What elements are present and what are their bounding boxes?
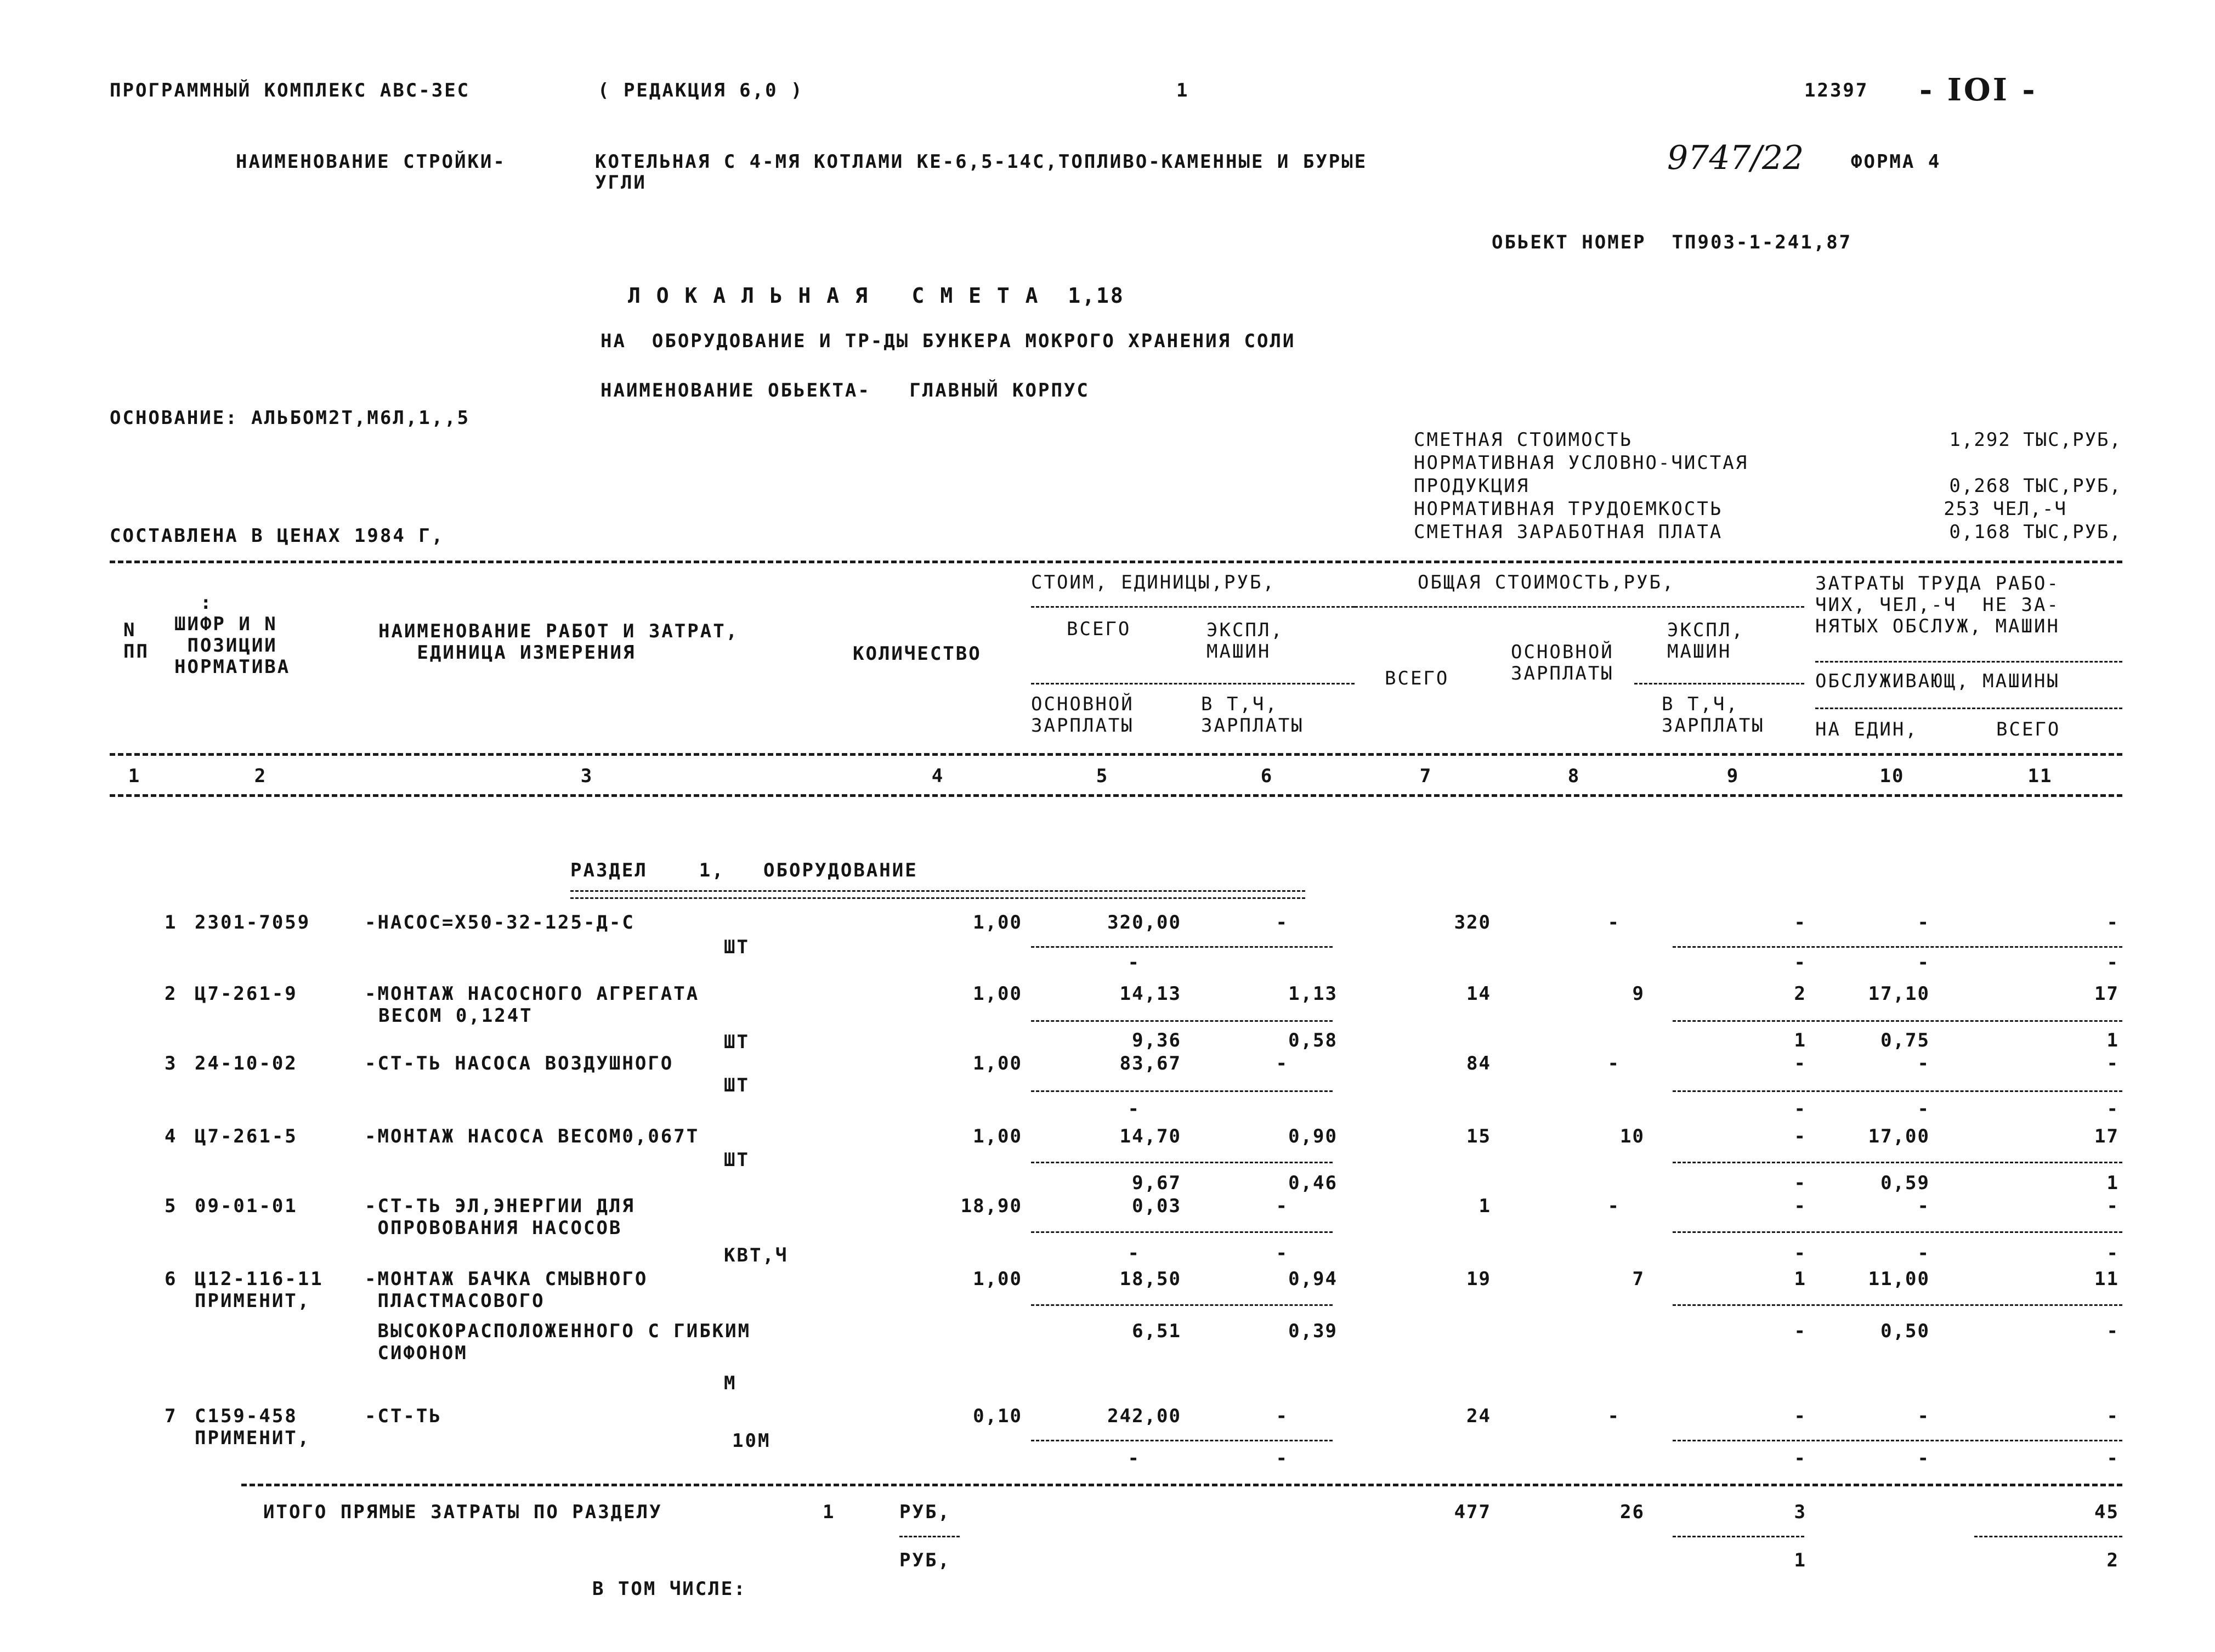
row-name: -НАСОС=Х50-32-125-Д-С	[365, 912, 635, 934]
col-header-total-vt: В Т,Ч, ЗАРПЛАТЫ	[1662, 693, 1765, 737]
col-number: 1	[128, 765, 141, 787]
row-unit-osn: -	[1128, 1242, 1140, 1264]
row-code: Ц7-261-9	[195, 983, 298, 1005]
col-number: 10	[1879, 765, 1905, 787]
row-total-osn: -	[1607, 1053, 1620, 1074]
summary-label: НОРМАТИВНАЯ УСЛОВНО-ЧИСТАЯ	[1414, 452, 1749, 474]
totals-underline	[1974, 1536, 2122, 1537]
row-code: 2301-7059	[195, 912, 311, 934]
row-total-vsego: 1	[1478, 1195, 1491, 1217]
row-number: 4	[165, 1125, 178, 1147]
row-name: -СТ-ТЬ	[365, 1405, 442, 1427]
row-name: -МОНТАЖ НАСОСА ВЕСОМ0,067Т	[365, 1125, 700, 1147]
row-name-line2: ВЕСОМ 0,124Т	[378, 1005, 533, 1027]
row-code: С159-458	[195, 1405, 298, 1427]
row-labor-unit-b: 0,59	[1880, 1172, 1930, 1194]
row-underline	[1673, 1162, 2122, 1163]
row-unit-vsego: 14,13	[1119, 983, 1181, 1005]
prices-year: СОСТАВЛЕНА В ЦЕНАХ 1984 Г,	[110, 525, 445, 547]
row-labor-total-b: -	[2106, 1447, 2119, 1469]
summary-label: СМЕТНАЯ СТОИМОСТЬ	[1414, 429, 1633, 451]
row-labor-unit-b: -	[1917, 1447, 1930, 1469]
row-underline	[1673, 1090, 2122, 1092]
row-underline	[1673, 1304, 2122, 1306]
row-unit-vt: 0,46	[1288, 1172, 1338, 1194]
col-number: 4	[931, 765, 944, 787]
row-total-ekspl: -	[1794, 1405, 1806, 1427]
row-code: 09-01-01	[195, 1195, 298, 1217]
col-number: 2	[254, 765, 267, 787]
row-unit-ekspl: 1,13	[1288, 983, 1338, 1005]
row-total-ekspl: -	[1794, 1053, 1806, 1074]
row-code-line2: ПРИМЕНИТ,	[195, 1290, 311, 1312]
row-qty: 18,90	[960, 1195, 1022, 1217]
row-name: -МОНТАЖ НАСОСНОГО АГРЕГАТА	[365, 983, 700, 1005]
row-total-ekspl: 1	[1794, 1268, 1806, 1290]
row-unit-ekspl: 0,90	[1288, 1125, 1338, 1147]
header-rule	[1031, 606, 1355, 608]
column-numbers-rule	[110, 794, 2122, 797]
row-qty: 0,10	[973, 1405, 1022, 1427]
stroika-line1: КОТЕЛЬНАЯ С 4-МЯ КОТЛАМИ КЕ-6,5-14С,ТОПЛИВО-КАМЕННЫЕ И БУРЫЕ	[595, 151, 1368, 173]
col-header-labor-sub: ОБСЛУЖИВАЮЩ, МАШИНЫ	[1815, 670, 2060, 692]
row-labor-total-b: -	[2106, 1320, 2119, 1342]
col-header-name: НАИМЕНОВАНИЕ РАБОТ И ЗАТРАТ, ЕДИНИЦА ИЗМЕРЕНИЯ	[378, 620, 739, 664]
table-top-rule	[110, 561, 2122, 563]
section-title: РАЗДЕЛ 1, ОБОРУДОВАНИЕ	[570, 859, 918, 881]
col-number: 7	[1419, 765, 1432, 787]
row-total-vt: -	[1794, 1242, 1806, 1264]
col-number: 6	[1260, 765, 1273, 787]
page-number: 1	[1176, 80, 1189, 101]
header-rule	[1815, 708, 2122, 709]
row-qty: 1,00	[973, 1053, 1022, 1074]
row-unit: ШТ	[724, 1074, 750, 1096]
row-unit-ekspl: -	[1276, 1405, 1288, 1427]
summary-label: НОРМАТИВНАЯ ТРУДОЕМКОСТЬ	[1414, 498, 1723, 520]
row-unit: КВТ,Ч	[724, 1244, 789, 1266]
row-name: -СТ-ТЬ ЭЛ,ЭНЕРГИИ ДЛЯ	[365, 1195, 635, 1217]
row-labor-total-b: -	[2106, 952, 2119, 974]
col-header-unit-cost: СТОИМ, ЕДИНИЦЫ,РУБ,	[1031, 572, 1276, 593]
row-labor-total: 17	[2094, 1125, 2119, 1147]
row-qty: 1,00	[973, 1125, 1022, 1147]
row-underline	[1031, 1162, 1333, 1163]
summary-value: 0,268 ТЫС,РУБ,	[1949, 475, 2122, 497]
row-labor-total-b: -	[2106, 1098, 2119, 1120]
row-unit-vt: 0,39	[1288, 1320, 1338, 1342]
totals-top-rule	[241, 1484, 2122, 1486]
col-header-unit-vsego: ВСЕГО	[1067, 618, 1131, 640]
row-unit-vsego: 18,50	[1119, 1268, 1181, 1290]
totals-vsego: 477	[1454, 1501, 1491, 1523]
row-unit: ШТ	[724, 936, 750, 958]
header-rule	[1815, 661, 2122, 663]
row-number: 7	[165, 1405, 178, 1427]
row-number: 2	[165, 983, 178, 1005]
header-bottom-rule	[110, 753, 2122, 756]
row-name-line3: ВЫСОКОРАСПОЛОЖЕННОГО С ГИБКИМ	[365, 1320, 751, 1342]
row-labor-total: 11	[2094, 1268, 2119, 1290]
row-unit-vsego: 242,00	[1107, 1405, 1181, 1427]
row-underline	[1031, 1304, 1333, 1306]
row-underline	[1031, 1231, 1333, 1233]
row-total-osn: -	[1607, 1405, 1620, 1427]
row-unit: ШТ	[724, 1149, 750, 1171]
row-unit-vsego: 320,00	[1107, 912, 1181, 934]
row-code: 24-10-02	[195, 1053, 298, 1074]
row-underline	[1031, 1090, 1333, 1092]
document-subtitle: НА ОБОРУДОВАНИЕ И ТР-ДЫ БУНКЕРА МОКРОГО ХРАНЕНИЯ СОЛИ	[601, 330, 1296, 352]
row-total-vt: -	[1794, 952, 1806, 974]
row-unit: 10М	[732, 1430, 771, 1452]
row-total-osn: -	[1607, 912, 1620, 934]
row-name: -МОНТАЖ БАЧКА СМЫВНОГО	[365, 1268, 648, 1290]
row-qty: 1,00	[973, 1268, 1022, 1290]
summary-label: ПРОДУКЦИЯ	[1414, 475, 1530, 497]
row-labor-unit-b: -	[1917, 1242, 1930, 1264]
row-unit-osn: -	[1128, 1447, 1140, 1469]
col-number: 9	[1726, 765, 1740, 787]
row-unit-vt: 0,58	[1288, 1029, 1338, 1051]
totals-vtom: В ТОМ ЧИСЛЕ:	[592, 1578, 747, 1600]
stroika-line2: УГЛИ	[595, 172, 647, 194]
totals-rub: РУБ,	[899, 1501, 951, 1523]
section-underline	[570, 890, 1305, 899]
col-header-total-vsego: ВСЕГО	[1385, 667, 1449, 689]
row-unit: ШТ	[724, 1031, 750, 1053]
row-labor-unit-b: 0,50	[1880, 1320, 1930, 1342]
row-labor-unit: 11,00	[1868, 1268, 1930, 1290]
row-total-vt: 1	[1794, 1029, 1806, 1051]
col-header-number: N ПП	[123, 619, 149, 663]
row-name-line2: ОПРОВОВАНИЯ НАСОСОВ	[365, 1217, 622, 1239]
stroika-label: НАИМЕНОВАНИЕ СТРОЙКИ-	[236, 151, 506, 173]
row-underline	[1031, 1020, 1333, 1022]
col-number: 11	[2027, 765, 2053, 787]
row-total-ekspl: -	[1794, 1195, 1806, 1217]
col-header-na-edin: НА ЕДИН,	[1815, 718, 1918, 740]
row-total-ekspl: -	[1794, 1125, 1806, 1147]
row-underline	[1031, 946, 1333, 948]
totals-underline	[1673, 1536, 1804, 1537]
row-total-ekspl: -	[1794, 912, 1806, 934]
row-underline	[1673, 1020, 2122, 1022]
row-unit: М	[724, 1372, 737, 1394]
totals-vt: 1	[1794, 1549, 1806, 1571]
totals-rub-2: РУБ,	[899, 1549, 951, 1571]
row-labor-unit: -	[1917, 912, 1930, 934]
row-unit-vsego: 14,70	[1119, 1125, 1181, 1147]
row-underline	[1673, 946, 2122, 948]
row-total-vt: -	[1794, 1172, 1806, 1194]
row-unit-vsego: 83,67	[1119, 1053, 1181, 1074]
col-header-labor: ЗАТРАТЫ ТРУДА РАБО- ЧИХ, ЧЕЛ,-Ч НЕ ЗА- НЯТЫХ ОБСЛУЖ, МАШИН	[1815, 573, 2060, 638]
row-labor-unit-b: -	[1917, 952, 1930, 974]
row-name-line4: СИФОНОМ	[365, 1342, 468, 1364]
row-unit-ekspl: 0,94	[1288, 1268, 1338, 1290]
row-labor-total-b: 1	[2106, 1172, 2119, 1194]
row-labor-total: 17	[2094, 983, 2119, 1005]
row-total-vsego: 24	[1466, 1405, 1491, 1427]
object-number: ОБЬЕКТ НОМЕР ТП903-1-241,87	[1492, 231, 1853, 253]
summary-value: 253 ЧЕЛ,-Ч	[1944, 498, 2067, 520]
col-header-code: : ШИФР И N ПОЗИЦИИ НОРМАТИВА	[174, 592, 291, 678]
header-rule	[1031, 683, 1355, 684]
col-header-unit-ekspl: ЭКСПЛ, МАШИН	[1206, 619, 1284, 663]
row-labor-unit: 17,10	[1868, 983, 1930, 1005]
row-unit-ekspl: -	[1276, 1195, 1288, 1217]
row-number: 3	[165, 1053, 178, 1074]
row-total-vt: -	[1794, 1320, 1806, 1342]
summary-value: 1,292 ТЫС,РУБ,	[1949, 429, 2122, 451]
row-labor-total: -	[2106, 1053, 2119, 1074]
row-total-vsego: 84	[1466, 1053, 1491, 1074]
col-number: 8	[1567, 765, 1580, 787]
col-number: 5	[1096, 765, 1109, 787]
row-unit-ekspl: -	[1276, 912, 1288, 934]
totals-rub-underline	[899, 1536, 960, 1537]
row-unit-vsego: 0,03	[1132, 1195, 1181, 1217]
header-rule	[1634, 683, 1804, 684]
sheet-number: - IOI -	[1919, 72, 2037, 108]
row-total-vsego: 320	[1454, 912, 1491, 934]
row-total-osn: 10	[1620, 1125, 1645, 1147]
row-code: Ц7-261-5	[195, 1125, 298, 1147]
row-labor-unit-b: 0,75	[1880, 1029, 1930, 1051]
row-unit-vt: -	[1276, 1447, 1288, 1469]
row-labor-unit-b: -	[1917, 1098, 1930, 1120]
row-total-ekspl: 2	[1794, 983, 1806, 1005]
row-unit-osn: 9,67	[1132, 1172, 1181, 1194]
row-number: 5	[165, 1195, 178, 1217]
row-code: Ц12-116-11	[195, 1268, 324, 1290]
row-qty: 1,00	[973, 983, 1022, 1005]
forma-label: ФОРМА 4	[1851, 151, 1941, 173]
row-underline	[1673, 1440, 2122, 1441]
col-number: 3	[580, 765, 593, 787]
summary-label: СМЕТНАЯ ЗАРАБОТНАЯ ПЛАТА	[1414, 521, 1723, 543]
totals-label: ИТОГО ПРЯМЫЕ ЗАТРАТЫ ПО РАЗДЕЛУ	[263, 1501, 662, 1523]
edition: ( РЕДАКЦИЯ 6,0 )	[598, 80, 804, 101]
row-labor-total: -	[2106, 1195, 2119, 1217]
row-labor-unit: 17,00	[1868, 1125, 1930, 1147]
col-header-total-cost: ОБЩАЯ СТОИМОСТЬ,РУБ,	[1418, 572, 1675, 593]
totals-section: 1	[823, 1501, 836, 1523]
row-name-line2: ПЛАСТМАСОВОГО	[365, 1290, 545, 1312]
col-header-total-ekspl: ЭКСПЛ, МАШИН	[1667, 619, 1744, 663]
col-header-total-osn: ОСНОВНОЙ ЗАРПЛАТЫ	[1511, 641, 1614, 685]
col-header-unit-vt: В Т,Ч, ЗАРПЛАТЫ	[1201, 693, 1304, 737]
row-total-vsego: 14	[1466, 983, 1491, 1005]
row-unit-osn: 6,51	[1132, 1320, 1181, 1342]
object-name: НАИМЕНОВАНИЕ ОБЬЕКТА- ГЛАВНЫЙ КОРПУС	[601, 380, 1090, 401]
header-rule	[1355, 606, 1804, 608]
col-header-unit-osn: ОСНОВНОЙ ЗАРПЛАТЫ	[1031, 693, 1134, 737]
row-total-osn: 9	[1632, 983, 1645, 1005]
row-total-osn: -	[1607, 1195, 1620, 1217]
row-labor-total: -	[2106, 912, 2119, 934]
totals-labor-b: 2	[2106, 1549, 2119, 1571]
row-underline	[1673, 1231, 2122, 1233]
program-name: ПРОГРАММНЫЙ КОМПЛЕКС АВС-3ЕС	[110, 80, 471, 101]
row-qty: 1,00	[973, 912, 1022, 934]
handwritten-note: 9747/22	[1667, 139, 1804, 177]
row-labor-unit: -	[1917, 1195, 1930, 1217]
row-total-osn: 7	[1632, 1268, 1645, 1290]
row-total-vsego: 19	[1466, 1268, 1491, 1290]
col-header-labor-vsego: ВСЕГО	[1996, 718, 2061, 740]
row-number: 1	[165, 912, 178, 934]
totals-labor: 45	[2094, 1501, 2119, 1523]
document-title: Л О К А Л Ь Н А Я С М Е Т А 1,18	[628, 284, 1125, 308]
row-labor-unit: -	[1917, 1053, 1930, 1074]
osnovanie: ОСНОВАНИЕ: АЛЬБОМ2Т,М6Л,1,,5	[110, 407, 471, 429]
row-total-vt: -	[1794, 1098, 1806, 1120]
row-labor-total: -	[2106, 1405, 2119, 1427]
col-header-qty: КОЛИЧЕСТВО	[853, 643, 982, 665]
row-underline	[1031, 1440, 1333, 1441]
row-code-line2: ПРИМЕНИТ,	[195, 1427, 311, 1449]
row-name: -СТ-ТЬ НАСОСА ВОЗДУШНОГО	[365, 1053, 674, 1074]
row-unit-osn: -	[1128, 952, 1140, 974]
row-labor-unit: -	[1917, 1405, 1930, 1427]
row-total-vt: -	[1794, 1447, 1806, 1469]
row-labor-total-b: -	[2106, 1242, 2119, 1264]
row-unit-vt: -	[1276, 1242, 1288, 1264]
row-labor-total-b: 1	[2106, 1029, 2119, 1051]
doc-code: 12397	[1804, 80, 1869, 101]
totals-osn: 26	[1620, 1501, 1645, 1523]
row-total-vsego: 15	[1466, 1125, 1491, 1147]
totals-ekspl: 3	[1794, 1501, 1806, 1523]
row-unit-ekspl: -	[1276, 1053, 1288, 1074]
row-unit-osn: 9,36	[1132, 1029, 1181, 1051]
row-number: 6	[165, 1268, 178, 1290]
summary-value: 0,168 ТЫС,РУБ,	[1949, 521, 2122, 543]
row-unit-osn: -	[1128, 1098, 1140, 1120]
